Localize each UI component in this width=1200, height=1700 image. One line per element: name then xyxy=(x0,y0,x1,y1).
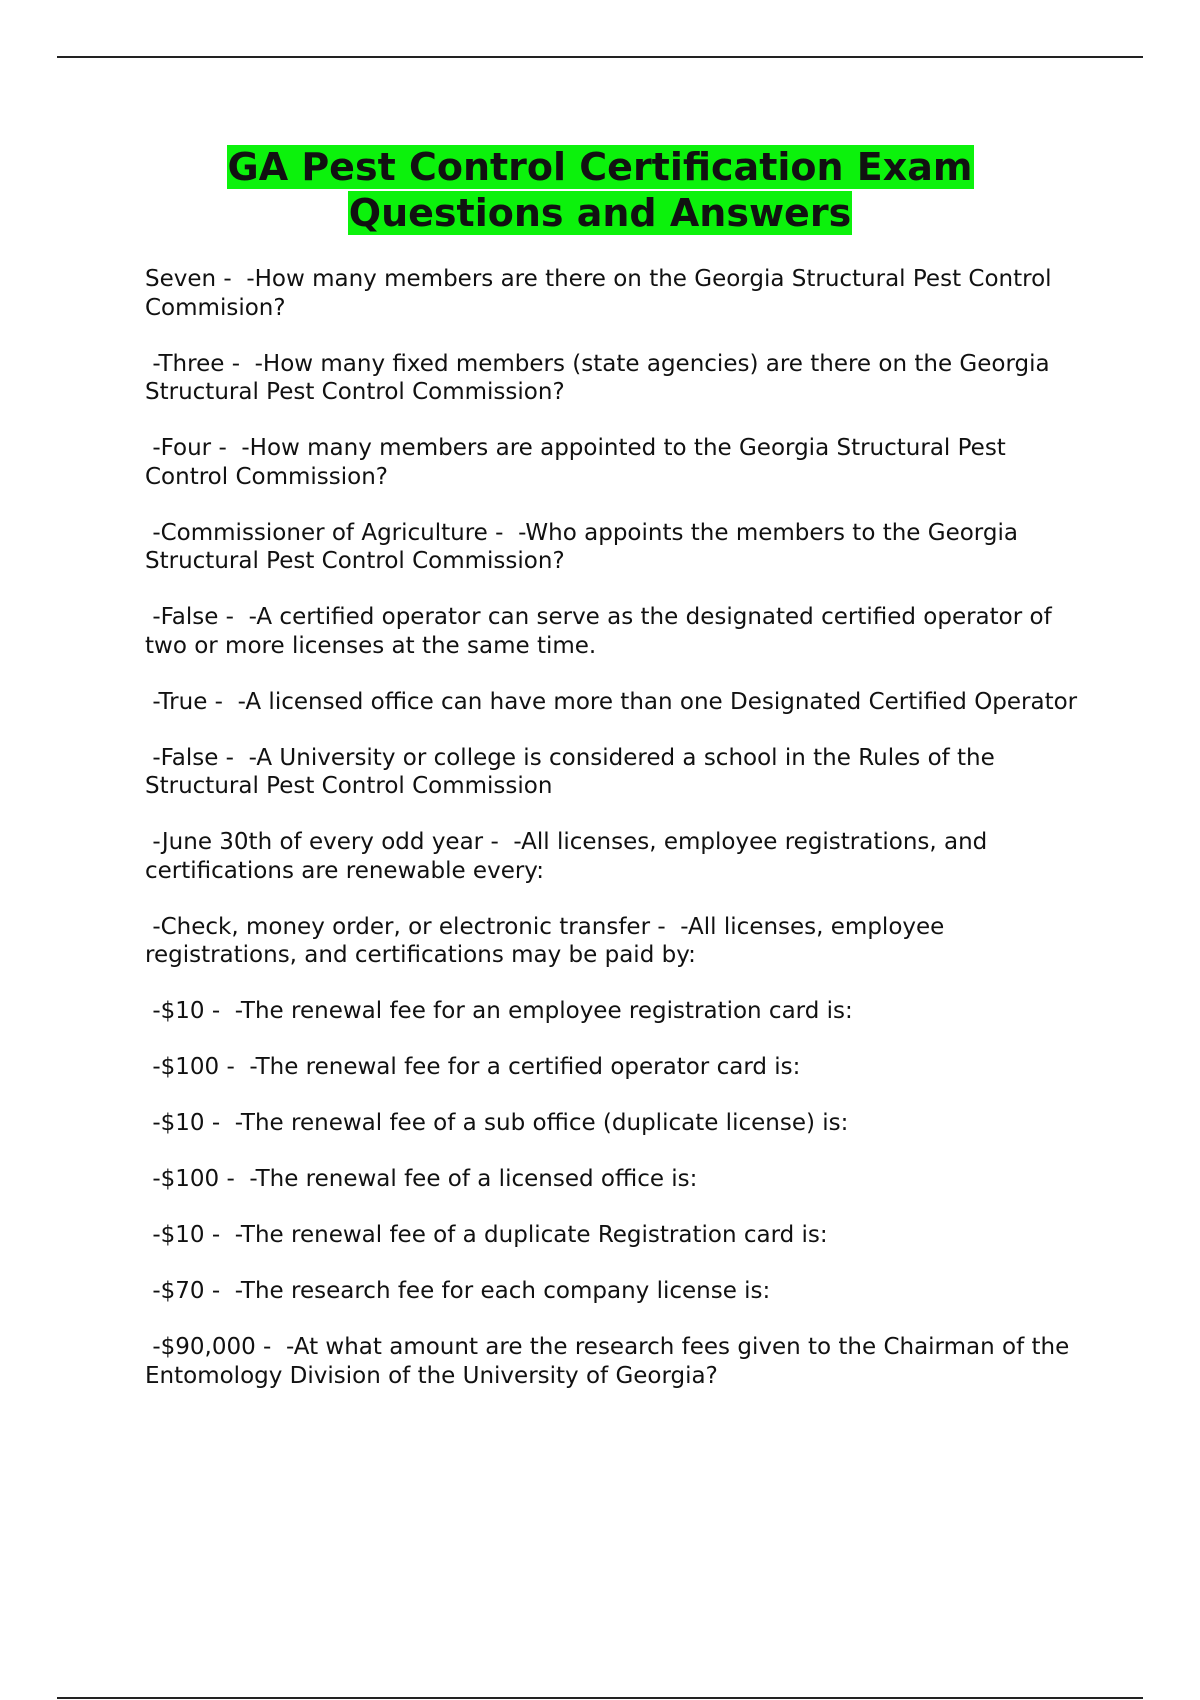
qa-item: -$10 - -The renewal fee of a duplicate Registration card is: xyxy=(145,1222,828,1248)
qa-item: -$100 - -The renewal fee for a certified operator card is: xyxy=(145,1054,801,1080)
qa-item: -$100 - -The renewal fee of a licensed office is: xyxy=(145,1166,698,1192)
qa-item: -Four - -How many members are appointed to the Georgia Structural Pest Control Commission? xyxy=(145,435,1014,490)
qa-item: -Check, money order, or electronic transfer - -All licenses, employee registrations, and certifications may be paid by: xyxy=(145,913,952,968)
qa-item: -Three - -How many fixed members (state agencies) are there on the Georgia Structural Pest Control Commission? xyxy=(145,350,1057,405)
qa-item: -$10 - -The renewal fee of a sub office (duplicate license) is: xyxy=(145,1110,849,1136)
qa-item: -June 30th of every odd year - -All licenses, employee registrations, and certifications are renewable every: xyxy=(145,829,995,884)
qa-item: -$90,000 - -At what amount are the research fees given to the Chairman of the Entomology Division of the University of Georgia? xyxy=(145,1334,1077,1389)
header-rule xyxy=(57,56,1143,58)
qa-item: -False - -A University or college is considered a school in the Rules of the Structural Pest Control Commission xyxy=(145,744,1003,799)
qa-item: Seven - -How many members are there on the Georgia Structural Pest Control Commision? xyxy=(145,266,1059,321)
document-title xyxy=(0,144,1200,236)
qa-item: -$70 - -The research fee for each company license is: xyxy=(145,1278,771,1304)
qa-item: -$10 - -The renewal fee for an employee registration card is: xyxy=(145,998,853,1024)
title-line-1: GA Pest Control Certification Exam xyxy=(227,145,973,189)
qa-item: -False - -A certified operator can serve as the designated certified operator of two or more licenses at the same time. xyxy=(145,604,1059,659)
footer-rule xyxy=(57,1697,1143,1699)
qa-item: -True - -A licensed office can have more than one Designated Certified Operator xyxy=(145,688,1078,715)
title-line-2: Questions and Answers xyxy=(348,191,852,235)
qa-item: -Commissioner of Agriculture - -Who appoints the members to the Georgia Structural Pest Control Commission? xyxy=(145,519,1026,574)
qa-list xyxy=(145,265,1080,1418)
